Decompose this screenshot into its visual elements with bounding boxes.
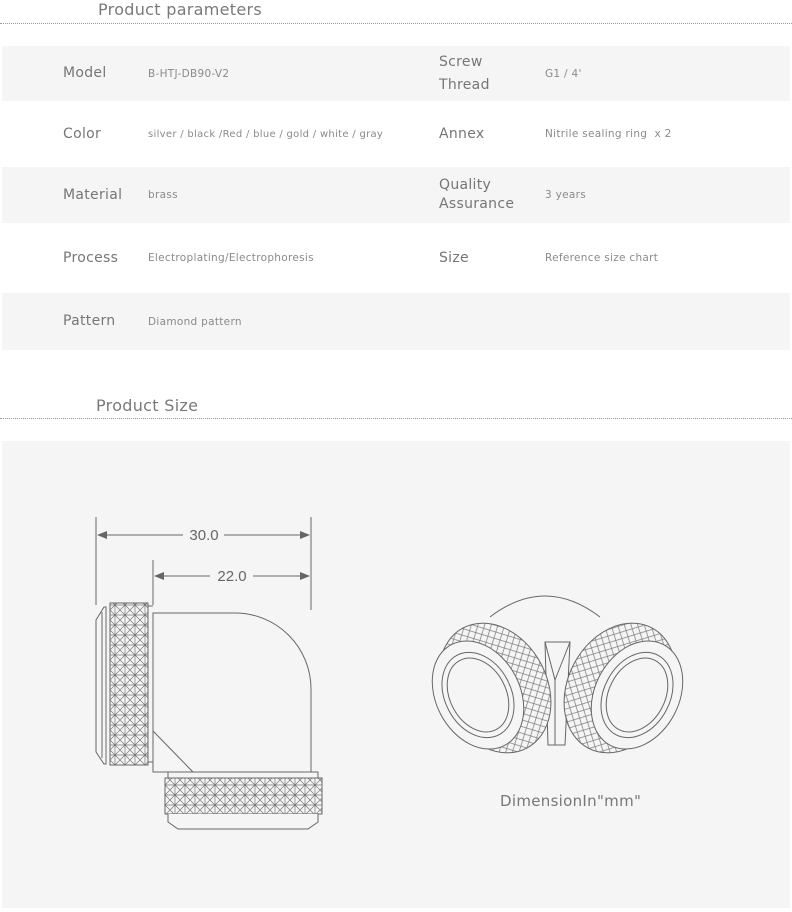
size-label: Size — [439, 249, 469, 266]
dimension-22-label: 22.0 — [217, 568, 247, 585]
size-value: Reference size chart — [545, 252, 659, 264]
material-label: Material — [63, 186, 123, 203]
model-value: B-HTJ-DB90-V2 — [148, 67, 230, 80]
pattern-label: Pattern — [63, 313, 116, 329]
product-size-title: Product Size — [96, 396, 199, 415]
process-label: Process — [63, 249, 119, 266]
dimension-30-label: 30.0 — [189, 527, 219, 544]
quality-assurance-value: 3 years — [545, 189, 587, 201]
pattern-value: Diamond pattern — [148, 315, 242, 328]
material-value: brass — [148, 189, 178, 201]
screw-thread-value: G1 / 4' — [545, 67, 582, 80]
process-value: Electroplating/Electrophoresis — [148, 252, 314, 264]
model-label: Model — [63, 65, 107, 81]
annex-value: Nitrile sealing ring x 2 — [545, 128, 672, 140]
screw-thread-label: Screw Thread — [439, 53, 490, 93]
product-parameters-title: Product parameters — [98, 0, 263, 19]
dimension-unit-caption: DimensionIn"mm" — [500, 792, 642, 810]
annex-label: Annex — [439, 125, 485, 142]
color-value: silver / black /Red / blue / gold / white / gray — [148, 128, 384, 140]
color-label: Color — [63, 125, 102, 142]
quality-assurance-label: Quality Assurance — [439, 177, 515, 212]
